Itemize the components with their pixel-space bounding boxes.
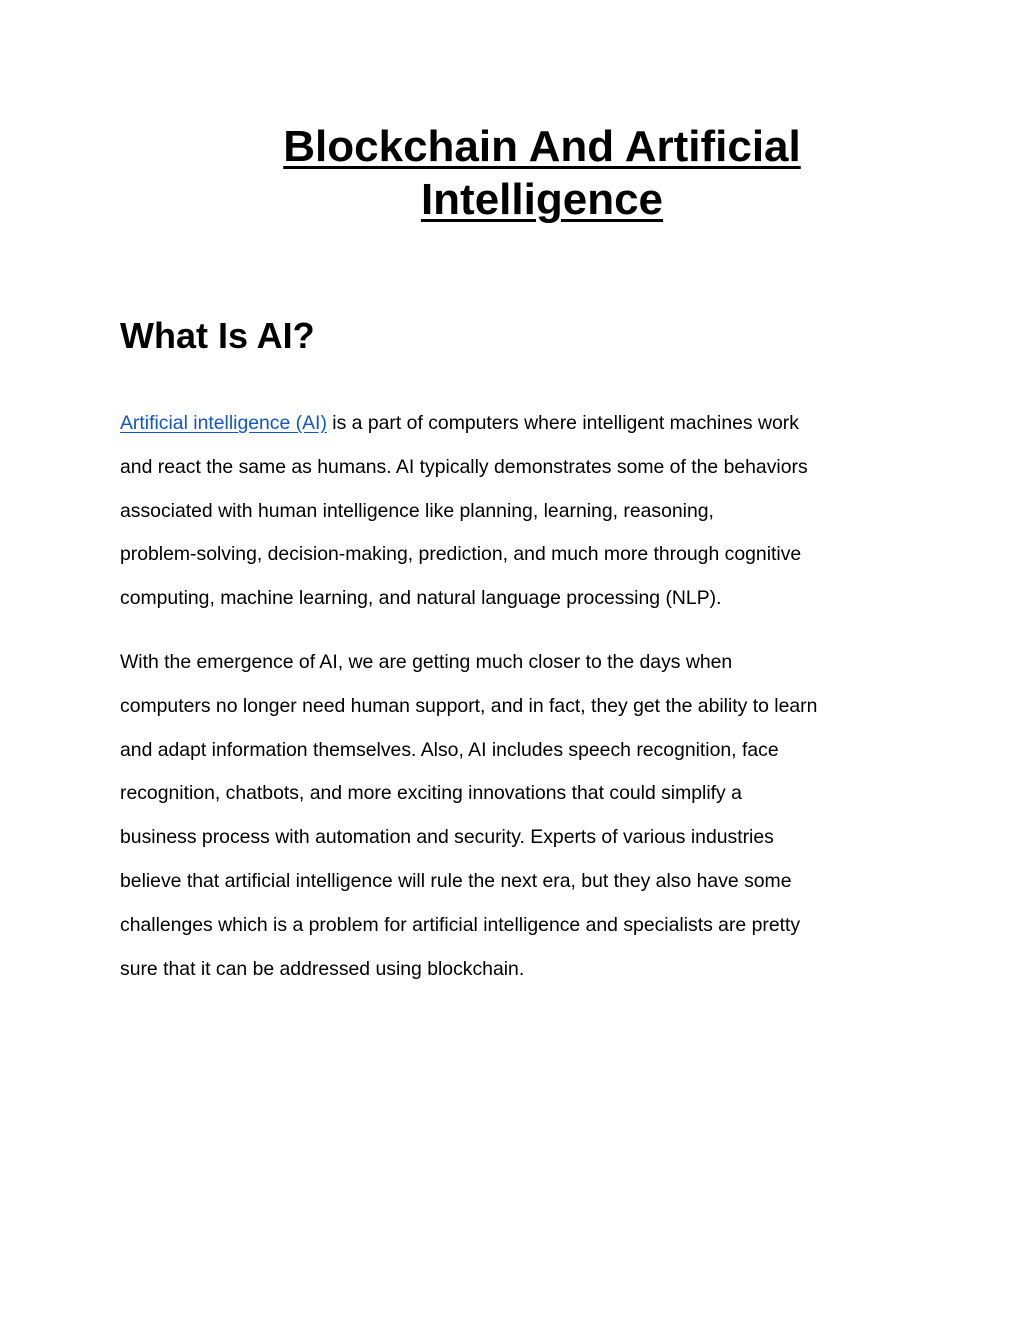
- paragraph-text: is a part of computers where intelligent machines work: [326, 412, 799, 434]
- document-title: [240, 120, 844, 226]
- paragraph-line: and adapt information themselves. Also, AI includes speech recognition, face: [120, 738, 779, 761]
- paragraph-line: sure that it can be addressed using blockchain.: [120, 957, 525, 980]
- title-line-1: Blockchain And Artificial: [283, 122, 801, 171]
- paragraph-line: business process with automation and security. Experts of various industries: [120, 826, 774, 849]
- paragraph-line: challenges which is a problem for artificial intelligence and specialists are pretty: [120, 913, 801, 936]
- paragraph-line: computers no longer need human support, and in fact, they get the ability to learn: [120, 694, 818, 717]
- paragraph-line: computing, machine learning, and natural language processing (NLP).: [120, 587, 722, 610]
- paragraph-line: associated with human intelligence like planning, learning, reasoning,: [120, 499, 714, 522]
- paragraph-intro: [120, 402, 910, 621]
- paragraph-emergence: [120, 641, 910, 991]
- paragraph-line: and react the same as humans. AI typically demonstrates some of the behaviors: [120, 455, 808, 478]
- paragraph-line: With the emergence of AI, we are getting much closer to the days when: [120, 651, 733, 673]
- paragraph-line: believe that artificial intelligence will rule the next era, but they also have some: [120, 869, 792, 892]
- paragraph-line: [120, 402, 910, 446]
- paragraph-line: problem-solving, decision-making, prediction, and much more through cognitive: [120, 543, 802, 566]
- title-line-2: Intelligence: [420, 175, 664, 224]
- section-heading: What Is AI?: [120, 315, 315, 356]
- ai-link[interactable]: Artificial intelligence (AI): [120, 412, 327, 434]
- paragraph-line: recognition, chatbots, and more exciting innovations that could simplify a: [120, 782, 742, 805]
